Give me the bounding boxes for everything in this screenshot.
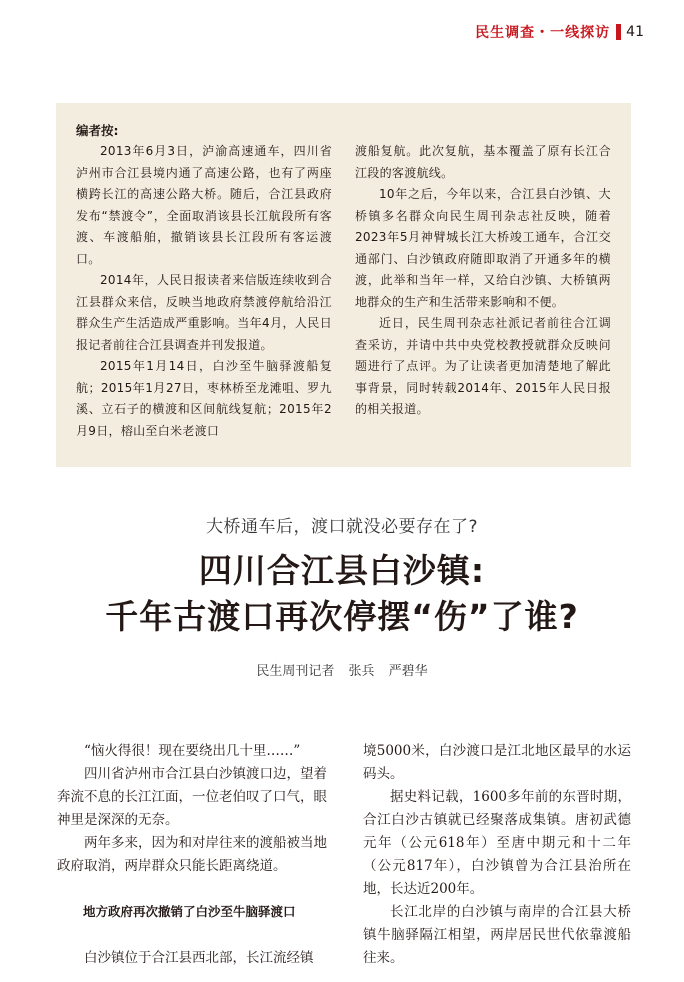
article-paragraph: 两年多来，因为和对岸往来的渡船被当地政府取消，两岸群众只能长距离绕道。 xyxy=(57,835,327,874)
article-paragraph: “恼火得很！现在要绕出几十里……” xyxy=(84,743,301,759)
headline-line-2: 千年古渡口再次停摆“伤”了谁? xyxy=(105,597,579,636)
editor-note-paragraph: 2015年1月14日，白沙至牛脑驿渡船复航；2015年1月27日，枣林桥至龙滩咀、罗九溪、立石子的横渡和区间航线复航；2015年2月9日，榕山至白米老渡口 xyxy=(76,359,332,438)
article-paragraph: 四川省泸州市合江县白沙镇渡口边，望着奔流不息的长江江面，一位老伯叹了口气，眼神里是深深的无奈。 xyxy=(57,766,327,828)
editor-note-paragraph: 渡船复航。此次复航，基本覆盖了原有长江合江段的客渡航线。 xyxy=(355,144,611,180)
editor-note-right-column xyxy=(355,141,611,442)
header-divider-bar xyxy=(616,24,621,40)
article-subheadline: 大桥通车后，渡口就没必要存在了? xyxy=(205,517,479,537)
article-paragraph: 长江北岸的白沙镇与南岸的合江县大桥镇牛脑驿隔江相望，两岸居民世代依靠渡船往来。 xyxy=(363,904,631,966)
article-paragraph: 据史料记载，1600多年前的东晋时期，合江白沙古镇就已经聚落成集镇。唐初武德元年（公元618年）至唐中期元和十二年（公元817年），白沙镇曾为合江县治所在地，长达近200年。 xyxy=(363,789,631,897)
article-right-column xyxy=(363,740,631,970)
section-label: 民生调查・一线探访 xyxy=(475,25,611,41)
article-paragraph: 白沙镇位于合江县西北部，长江流经镇 xyxy=(84,950,314,966)
editor-note-box xyxy=(56,103,631,467)
editor-note-columns xyxy=(76,141,611,442)
page-number: 41 xyxy=(626,24,644,40)
editor-note-left-column xyxy=(76,141,332,442)
article-headline xyxy=(0,548,684,640)
editor-note-paragraph: 2014年，人民日报读者来信版连续收到合江县群众来信，反映当地政府禁渡停航给沿江群众生产生活造成严重影响。当年4月，人民日报记者前往合江县调查并刊发报道。 xyxy=(76,273,332,352)
page-header xyxy=(475,22,644,42)
editor-note-title: 编者按: xyxy=(76,123,119,138)
editor-note-paragraph: 近日，民生周刊杂志社派记者前往合江调查采访，并请中共中央党校教授就群众反映问题进行了点评。为了让读者更加清楚地了解此事背景，同时转载2014年、2015年人民日报的相关报道。 xyxy=(355,316,611,416)
editor-note-paragraph: 10年之后，今年以来，合江县白沙镇、大桥镇多名群众向民生周刊杂志社反映，随着2023年5月神臂城长江大桥竣工通车，合江交通部门、白沙镇政府随即取消了开通多年的横渡，此举和当年一样，又给白沙镇、大桥镇两地群众的生产和生活带来影响和不便。 xyxy=(355,187,611,309)
headline-line-1: 四川合江县白沙镇: xyxy=(198,551,486,590)
article-byline: 民生周刊记者 张兵 严碧华 xyxy=(256,664,428,679)
subsection-heading: 地方政府再次撤销了白沙至牛脑驿渡口 xyxy=(83,904,296,919)
editor-note-paragraph: 2013年6月3日，泸渝高速通车，四川省泸州市合江县境内通了高速公路，也有了两座横跨长江的高速公路大桥。随后，合江县政府发布“禁渡令”，全面取消该县长江航段所有客渡、车渡船舶，撤销该县长江段所有客运渡口。 xyxy=(76,144,332,266)
article-left-column xyxy=(57,740,327,970)
article-paragraph: 境5000米，白沙渡口是江北地区最早的水运码头。 xyxy=(363,743,631,782)
